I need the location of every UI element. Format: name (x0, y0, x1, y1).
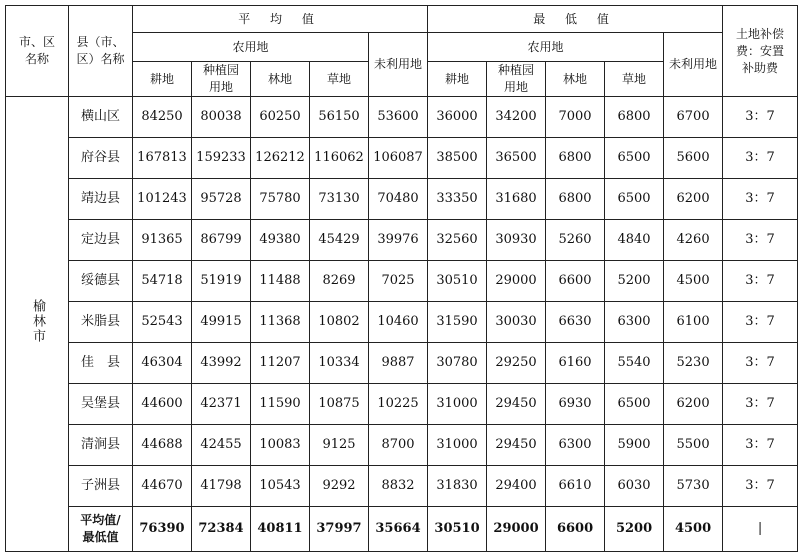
avg-grass: 9125 (310, 425, 369, 466)
avg-farmland: 44670 (133, 466, 192, 507)
avg-grass: 10802 (310, 302, 369, 343)
header-avg-orchard (192, 62, 251, 97)
avg-orchard: 95728 (192, 179, 251, 220)
min-orchard: 36500 (487, 138, 546, 179)
avg-grass: 9292 (310, 466, 369, 507)
total-label (69, 507, 133, 552)
min-unused: 6200 (664, 179, 723, 220)
ratio: 3：7 (723, 425, 798, 466)
total-avg-forest: 40811 (251, 507, 310, 552)
min-unused: 5230 (664, 343, 723, 384)
min-farmland: 31590 (428, 302, 487, 343)
min-farmland: 30780 (428, 343, 487, 384)
county-name: 吴堡县 (69, 384, 133, 425)
min-forest: 6800 (546, 179, 605, 220)
table-row (6, 466, 798, 507)
min-forest: 6930 (546, 384, 605, 425)
header-city (6, 6, 69, 97)
avg-unused: 7025 (369, 261, 428, 302)
total-avg-orchard: 72384 (192, 507, 251, 552)
min-forest: 5260 (546, 220, 605, 261)
avg-orchard: 43992 (192, 343, 251, 384)
ratio: 3：7 (723, 261, 798, 302)
header-min-forest: 林地 (546, 62, 605, 97)
min-grass: 6800 (605, 97, 664, 138)
min-farmland: 38500 (428, 138, 487, 179)
header-county (69, 6, 133, 97)
header-avg-forest: 林地 (251, 62, 310, 97)
total-min-forest: 6600 (546, 507, 605, 552)
min-orchard: 29250 (487, 343, 546, 384)
table-row (6, 179, 798, 220)
avg-grass: 116062 (310, 138, 369, 179)
table-row (6, 138, 798, 179)
avg-farmland: 167813 (133, 138, 192, 179)
avg-orchard: 159233 (192, 138, 251, 179)
min-orchard: 29000 (487, 261, 546, 302)
min-forest: 6160 (546, 343, 605, 384)
county-name: 靖边县 (69, 179, 133, 220)
avg-orchard: 42455 (192, 425, 251, 466)
header-avg-unused: 未利用地 (369, 33, 428, 97)
header-ratio-text: 土地补偿 费：安置 补助费 (736, 26, 785, 75)
total-min-farmland: 30510 (428, 507, 487, 552)
county-name: 子洲县 (69, 466, 133, 507)
total-avg-grass: 37997 (310, 507, 369, 552)
min-unused: 6200 (664, 384, 723, 425)
header-min-unused: 未利用地 (664, 33, 723, 97)
avg-unused: 9887 (369, 343, 428, 384)
avg-farmland: 91365 (133, 220, 192, 261)
total-min-orchard: 29000 (487, 507, 546, 552)
min-unused: 6700 (664, 97, 723, 138)
header-min-orchard-text: 种植园 用地 (498, 63, 535, 94)
avg-grass: 10334 (310, 343, 369, 384)
avg-farmland: 44600 (133, 384, 192, 425)
header-city-text: 市、区 名称 (18, 35, 55, 66)
total-avg-farmland: 76390 (133, 507, 192, 552)
avg-forest: 10083 (251, 425, 310, 466)
county-name: 横山区 (69, 97, 133, 138)
min-farmland: 32560 (428, 220, 487, 261)
avg-farmland: 52543 (133, 302, 192, 343)
county-name: 佳 县 (69, 343, 133, 384)
min-orchard: 29450 (487, 425, 546, 466)
min-orchard: 30030 (487, 302, 546, 343)
min-forest: 7000 (546, 97, 605, 138)
header-avg-grass: 草地 (310, 62, 369, 97)
avg-unused: 53600 (369, 97, 428, 138)
avg-orchard: 42371 (192, 384, 251, 425)
avg-farmland: 46304 (133, 343, 192, 384)
avg-farmland: 101243 (133, 179, 192, 220)
min-orchard: 31680 (487, 179, 546, 220)
min-farmland: 31830 (428, 466, 487, 507)
county-name: 绥德县 (69, 261, 133, 302)
header-avg-farmland: 耕地 (133, 62, 192, 97)
min-grass: 5540 (605, 343, 664, 384)
min-forest: 6600 (546, 261, 605, 302)
avg-forest: 75780 (251, 179, 310, 220)
header-min-agri: 农用地 (428, 33, 664, 62)
total-ratio: | (723, 507, 798, 552)
min-orchard: 30930 (487, 220, 546, 261)
avg-forest: 11488 (251, 261, 310, 302)
min-farmland: 36000 (428, 97, 487, 138)
land-compensation-table (5, 5, 798, 552)
header-min-grass: 草地 (605, 62, 664, 97)
ratio: 3：7 (723, 179, 798, 220)
min-forest: 6800 (546, 138, 605, 179)
ratio: 3：7 (723, 466, 798, 507)
avg-orchard: 41798 (192, 466, 251, 507)
table-row (6, 343, 798, 384)
table-row (6, 261, 798, 302)
min-unused: 4500 (664, 261, 723, 302)
header-ratio (723, 6, 798, 97)
total-avg-unused: 35664 (369, 507, 428, 552)
min-farmland: 31000 (428, 425, 487, 466)
ratio: 3：7 (723, 384, 798, 425)
avg-grass: 8269 (310, 261, 369, 302)
avg-orchard: 80038 (192, 97, 251, 138)
table-row (6, 97, 798, 138)
avg-forest: 11368 (251, 302, 310, 343)
avg-unused: 10460 (369, 302, 428, 343)
county-name: 府谷县 (69, 138, 133, 179)
min-grass: 6300 (605, 302, 664, 343)
min-farmland: 31000 (428, 384, 487, 425)
table-row (6, 384, 798, 425)
min-grass: 6500 (605, 179, 664, 220)
avg-unused: 106087 (369, 138, 428, 179)
table-row (6, 220, 798, 261)
min-orchard: 29400 (487, 466, 546, 507)
avg-forest: 126212 (251, 138, 310, 179)
ratio: 3：7 (723, 343, 798, 384)
table-row (6, 302, 798, 343)
avg-forest: 60250 (251, 97, 310, 138)
ratio: 3：7 (723, 302, 798, 343)
ratio: 3：7 (723, 220, 798, 261)
avg-forest: 11207 (251, 343, 310, 384)
min-unused: 6100 (664, 302, 723, 343)
ratio: 3：7 (723, 138, 798, 179)
county-name: 清涧县 (69, 425, 133, 466)
avg-unused: 8700 (369, 425, 428, 466)
min-farmland: 30510 (428, 261, 487, 302)
city-name: 榆林市 (30, 299, 45, 344)
avg-unused: 70480 (369, 179, 428, 220)
header-min-orchard (487, 62, 546, 97)
min-unused: 4260 (664, 220, 723, 261)
header-county-text: 县（市、 区）名称 (76, 35, 125, 66)
avg-unused: 39976 (369, 220, 428, 261)
header-avg-orchard-text: 种植园 用地 (202, 63, 239, 94)
avg-grass: 45429 (310, 220, 369, 261)
avg-farmland: 84250 (133, 97, 192, 138)
header-minimum: 最 低 值 (428, 6, 723, 33)
min-grass: 6500 (605, 138, 664, 179)
min-forest: 6300 (546, 425, 605, 466)
avg-farmland: 44688 (133, 425, 192, 466)
total-label-text: 平均值/ 最低值 (80, 513, 121, 544)
min-unused: 5730 (664, 466, 723, 507)
avg-grass: 56150 (310, 97, 369, 138)
county-name: 米脂县 (69, 302, 133, 343)
total-row (6, 507, 798, 552)
min-grass: 5200 (605, 261, 664, 302)
avg-orchard: 49915 (192, 302, 251, 343)
min-unused: 5500 (664, 425, 723, 466)
min-grass: 5900 (605, 425, 664, 466)
total-min-grass: 5200 (605, 507, 664, 552)
min-grass: 6500 (605, 384, 664, 425)
avg-forest: 11590 (251, 384, 310, 425)
min-farmland: 33350 (428, 179, 487, 220)
total-min-unused: 4500 (664, 507, 723, 552)
avg-unused: 8832 (369, 466, 428, 507)
avg-orchard: 86799 (192, 220, 251, 261)
min-grass: 4840 (605, 220, 664, 261)
avg-grass: 73130 (310, 179, 369, 220)
header-min-farmland: 耕地 (428, 62, 487, 97)
city-cell (6, 97, 69, 552)
header-avg-agri: 农用地 (133, 33, 369, 62)
min-grass: 6030 (605, 466, 664, 507)
avg-forest: 10543 (251, 466, 310, 507)
min-unused: 5600 (664, 138, 723, 179)
avg-orchard: 51919 (192, 261, 251, 302)
avg-unused: 10225 (369, 384, 428, 425)
table-row (6, 425, 798, 466)
avg-grass: 10875 (310, 384, 369, 425)
avg-farmland: 54718 (133, 261, 192, 302)
min-forest: 6610 (546, 466, 605, 507)
ratio: 3：7 (723, 97, 798, 138)
min-orchard: 34200 (487, 97, 546, 138)
county-name: 定边县 (69, 220, 133, 261)
header-average: 平 均 值 (133, 6, 428, 33)
min-forest: 6630 (546, 302, 605, 343)
min-orchard: 29450 (487, 384, 546, 425)
avg-forest: 49380 (251, 220, 310, 261)
